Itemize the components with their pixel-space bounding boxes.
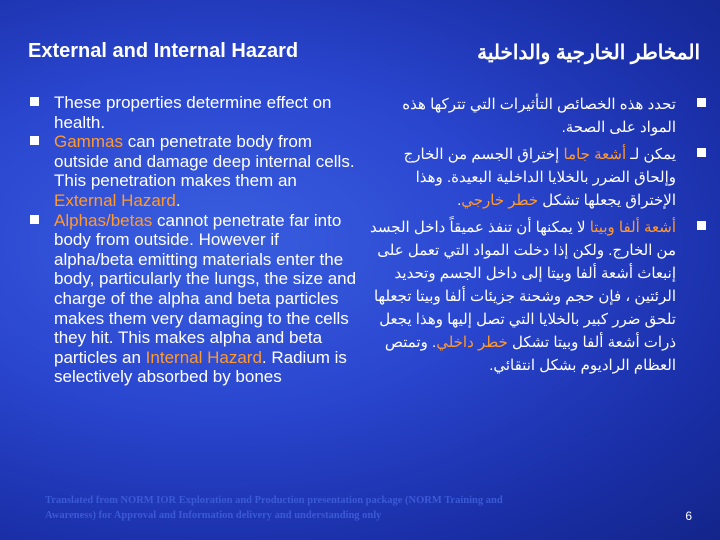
highlight-alphas-betas: Alphas/betas — [54, 210, 153, 230]
english-bullet-3 — [30, 211, 360, 387]
bullet-text: These properties determine effect on health. — [54, 93, 332, 132]
english-bullet-list — [30, 93, 360, 387]
bullet-text: can penetrate body from outside and damage deep internal cells. This penetration makes them an — [54, 132, 355, 191]
bullet-text: cannot penetrate far into body from outside. However if alpha/beta emitting materials enter the body, particularly the lungs, the size and charge of the alpha and beta particles makes them very damaging to the cells they hit. This makes alpha and beta particles an — [54, 210, 357, 367]
square-bullet-icon — [697, 148, 706, 157]
bullet-text: . وتمتص العظام الراديوم بشكل انتقائي. — [384, 334, 676, 374]
highlight-gammas: Gammas — [54, 132, 123, 152]
highlight-internal-hazard: Internal Hazard — [145, 347, 262, 367]
arabic-bullet-1 — [366, 93, 706, 139]
arabic-content — [366, 93, 706, 381]
page-number: 6 — [685, 509, 692, 523]
highlight-gamma-rays: أشعة جاما — [563, 146, 627, 163]
bullet-text: إختراق الجسم من الخارج وإلحاق الضرر بالخلايا الداخلية البعيدة. وهذا الإختراق يجعلها تشكل — [403, 146, 676, 209]
arabic-bullet-list — [366, 93, 706, 377]
highlight-alpha-beta-rays: أشعة ألفا وبيتا — [589, 219, 676, 236]
bullet-text: . — [175, 190, 181, 210]
bullet-text: . Radium is selectively absorbed by bones — [54, 347, 347, 387]
square-bullet-icon — [30, 97, 39, 106]
bullet-text: يمكن لـ — [626, 146, 676, 163]
arabic-bullet-2 — [366, 143, 706, 212]
highlight-external-hazard: External Hazard — [54, 190, 176, 210]
arabic-bullet-3 — [366, 216, 706, 377]
slide-title-arabic: المخاطر الخارجية والداخلية — [477, 42, 700, 64]
english-bullet-2 — [30, 132, 360, 210]
english-content — [30, 93, 360, 387]
english-bullet-1 — [30, 93, 360, 132]
highlight-internal-hazard: خطر داخلي — [436, 334, 508, 351]
square-bullet-icon — [30, 136, 39, 145]
highlight-external-hazard: خطر خارجي — [461, 192, 539, 209]
bullet-text: لا يمكنها أن تنفذ عميقاً داخل الجسد من الخارج. ولكن إذا دخلت المواد التي تعمل على إنبعاث أشعة ألفا وبيتا إلى داخل الجسم وتحديد الرئتين ، فإن حجم وشحنة جزيئات ألفا وبيتا تجعلها تلحق ضرر كبير بالخلايا التي تصل إليها وهذا يجعل ذرات أشعة ألفا وبيتا تشكل — [370, 219, 676, 351]
square-bullet-icon — [697, 221, 706, 230]
slide-title-english: External and Internal Hazard — [28, 40, 299, 62]
bullet-text: تحدد هذه الخصائص التأثيرات التي تتركها هذه المواد على الصحة. — [402, 96, 676, 136]
square-bullet-icon — [697, 98, 706, 107]
square-bullet-icon — [30, 215, 39, 224]
footer-note: Translated from NORM IOR Exploration and Production presentation package (NORM Training and Awareness) for Approval and Information delivery and understanding only — [45, 495, 503, 521]
bullet-text: . — [457, 192, 462, 209]
